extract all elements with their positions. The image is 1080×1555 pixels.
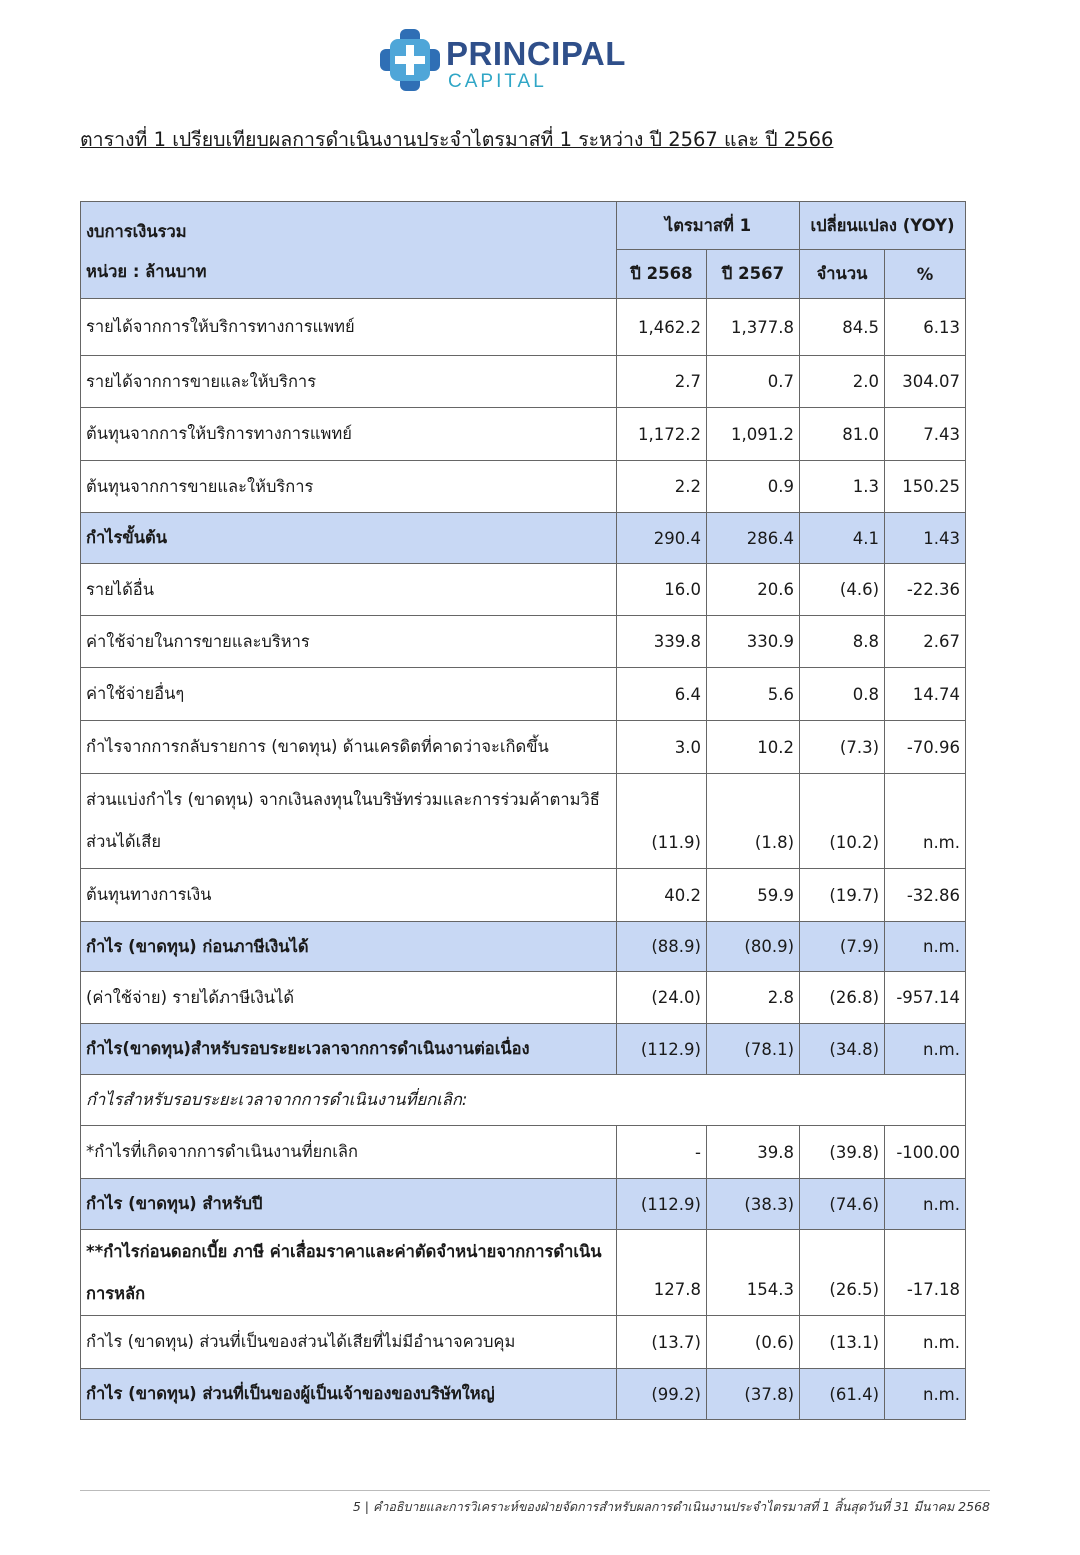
value-cell-c: 8.8: [800, 616, 885, 668]
value-cell-b: 5.6: [707, 668, 800, 721]
row-label: ต้นทุนจากการขายและให้บริการ: [81, 461, 617, 513]
value-cell-c: (4.6): [800, 564, 885, 616]
value-cell-a: (99.2): [617, 1369, 707, 1420]
value-cell-b: (38.3): [707, 1179, 800, 1230]
row-label: กำไร (ขาดทุน) ส่วนที่เป็นของผู้เป็นเจ้าของของบริษัทใหญ่: [81, 1369, 617, 1420]
value-cell-a: 6.4: [617, 668, 707, 721]
value-cell-a: 40.2: [617, 869, 707, 922]
value-cell-c: (7.3): [800, 721, 885, 774]
table-row: [81, 513, 966, 564]
value-cell-a: (112.9): [617, 1024, 707, 1075]
table-row: [81, 1179, 966, 1230]
row-label: (ค่าใช้จ่าย) รายได้ภาษีเงินได้: [81, 972, 617, 1024]
value-cell-c: (34.8): [800, 1024, 885, 1075]
value-cell-b: 20.6: [707, 564, 800, 616]
row-label: ค่าใช้จ่ายในการขายและบริหาร: [81, 616, 617, 668]
value-cell-c: 4.1: [800, 513, 885, 564]
table-row: [81, 1075, 966, 1126]
value-cell-a: 3.0: [617, 721, 707, 774]
value-cell-a: 290.4: [617, 513, 707, 564]
value-cell-d: n.m.: [885, 1024, 966, 1075]
table-row: [81, 461, 966, 513]
value-cell-c: (13.1): [800, 1316, 885, 1369]
logo-wordmark: PRINCIPAL: [446, 35, 626, 72]
value-cell-b: (37.8): [707, 1369, 800, 1420]
value-cell-b: (78.1): [707, 1024, 800, 1075]
value-cell-c: (26.8): [800, 972, 885, 1024]
cross-logo-icon: [378, 27, 442, 93]
company-logo: [378, 27, 628, 97]
statement-label: งบการเงินรวม: [86, 222, 187, 241]
row-label: กำไร(ขาดทุน)สำหรับรอบระยะเวลาจากการดำเนินงานต่อเนื่อง: [81, 1024, 617, 1075]
table-row: [81, 972, 966, 1024]
value-cell-a: 16.0: [617, 564, 707, 616]
change-header: เปลี่ยนแปลง (YOY): [800, 202, 966, 250]
quarter-header: ไตรมาสที่ 1: [617, 202, 800, 250]
value-cell-c: (7.9): [800, 922, 885, 972]
table-row: [81, 408, 966, 461]
value-cell-b: (0.6): [707, 1316, 800, 1369]
value-cell-d: -22.36: [885, 564, 966, 616]
value-cell-d: 6.13: [885, 299, 966, 356]
value-cell-d: 304.07: [885, 356, 966, 408]
value-cell-d: 14.74: [885, 668, 966, 721]
table-row: [81, 299, 966, 356]
value-cell-c: 81.0: [800, 408, 885, 461]
value-cell-b: 0.7: [707, 356, 800, 408]
value-cell-d: 150.25: [885, 461, 966, 513]
value-cell-c: (39.8): [800, 1126, 885, 1179]
value-cell-d: -17.18: [885, 1230, 966, 1316]
value-cell-a: (11.9): [617, 774, 707, 869]
statement-header: [81, 202, 617, 299]
value-cell-b: 0.9: [707, 461, 800, 513]
value-cell-c: (61.4): [800, 1369, 885, 1420]
value-cell-d: -70.96: [885, 721, 966, 774]
value-cell-d: 2.67: [885, 616, 966, 668]
row-label: รายได้อื่น: [81, 564, 617, 616]
value-cell-b: 330.9: [707, 616, 800, 668]
value-cell-a: -: [617, 1126, 707, 1179]
row-label: กำไร (ขาดทุน) ส่วนที่เป็นของส่วนได้เสียที่ไม่มีอำนาจควบคุม: [81, 1316, 617, 1369]
value-cell-b: 2.8: [707, 972, 800, 1024]
value-cell-d: n.m.: [885, 1369, 966, 1420]
unit-label: หน่วย : ล้านบาท: [86, 262, 207, 281]
row-label: กำไร (ขาดทุน) ก่อนภาษีเงินได้: [81, 922, 617, 972]
value-cell-c: 0.8: [800, 668, 885, 721]
table-row: [81, 1316, 966, 1369]
table-row: [81, 1369, 966, 1420]
financial-table: [80, 201, 966, 1420]
row-label: ต้นทุนทางการเงิน: [81, 869, 617, 922]
value-cell-b: (80.9): [707, 922, 800, 972]
value-cell-b: 10.2: [707, 721, 800, 774]
row-label: ส่วนแบ่งกำไร (ขาดทุน) จากเงินลงทุนในบริษัทร่วมและการร่วมค้าตามวิธีส่วนได้เสีย: [81, 774, 617, 869]
table-row: [81, 869, 966, 922]
page-footer: 5 | คำอธิบายและการวิเคราะห์ของฝ่ายจัดการสำหรับผลการดำเนินงานประจำไตรมาสที่ 1 สิ้นสุดวันที่ 31 มีนาคม 2568: [352, 1499, 990, 1514]
value-cell-b: (1.8): [707, 774, 800, 869]
value-cell-d: n.m.: [885, 1316, 966, 1369]
value-cell-d: 7.43: [885, 408, 966, 461]
value-cell-c: (74.6): [800, 1179, 885, 1230]
value-cell-c: (10.2): [800, 774, 885, 869]
value-cell-c: (19.7): [800, 869, 885, 922]
value-cell-d: -100.00: [885, 1126, 966, 1179]
table-row: [81, 774, 966, 869]
table-row: [81, 616, 966, 668]
value-cell-a: (88.9): [617, 922, 707, 972]
value-cell-d: n.m.: [885, 774, 966, 869]
row-label: รายได้จากการขายและให้บริการ: [81, 356, 617, 408]
row-label: **กำไรก่อนดอกเบี้ย ภาษี ค่าเสื่อมราคาและค่าตัดจำหน่ายจากการดำเนินการหลัก: [81, 1230, 617, 1316]
row-label: ต้นทุนจากการให้บริการทางการแพทย์: [81, 408, 617, 461]
value-cell-a: (112.9): [617, 1179, 707, 1230]
table-row: [81, 564, 966, 616]
table-row: [81, 922, 966, 972]
row-label: กำไรขั้นต้น: [81, 513, 617, 564]
value-cell-d: 1.43: [885, 513, 966, 564]
value-cell-c: 84.5: [800, 299, 885, 356]
value-cell-a: (13.7): [617, 1316, 707, 1369]
footer-divider: [80, 1490, 990, 1491]
table-title: ตารางที่ 1 เปรียบเทียบผลการดำเนินงานประจำไตรมาสที่ 1 ระหว่าง ปี 2567 และ ปี 2566: [80, 128, 834, 151]
value-cell-a: (24.0): [617, 972, 707, 1024]
value-cell-d: -32.86: [885, 869, 966, 922]
value-cell-d: n.m.: [885, 1179, 966, 1230]
row-label: กำไรจากการกลับรายการ (ขาดทุน) ด้านเครดิตที่คาดว่าจะเกิดขึ้น: [81, 721, 617, 774]
table-row: [81, 1230, 966, 1316]
value-cell-c: 1.3: [800, 461, 885, 513]
value-cell-b: 286.4: [707, 513, 800, 564]
value-cell-d: n.m.: [885, 922, 966, 972]
row-label: กำไรสำหรับรอบระยะเวลาจากการดำเนินงานที่ยกเลิก:: [81, 1075, 966, 1126]
value-cell-a: 1,172.2: [617, 408, 707, 461]
value-cell-b: 1,091.2: [707, 408, 800, 461]
table-row: [81, 356, 966, 408]
year-2567-header: ปี 2567: [707, 250, 800, 299]
table-row: [81, 1024, 966, 1075]
value-cell-a: 2.2: [617, 461, 707, 513]
year-2568-header: ปี 2568: [617, 250, 707, 299]
header-row-1: [81, 202, 966, 250]
value-cell-a: 127.8: [617, 1230, 707, 1316]
value-cell-b: 154.3: [707, 1230, 800, 1316]
value-cell-c: (26.5): [800, 1230, 885, 1316]
row-label: รายได้จากการให้บริการทางการแพทย์: [81, 299, 617, 356]
row-label: ค่าใช้จ่ายอื่นๆ: [81, 668, 617, 721]
amount-header: จำนวน: [800, 250, 885, 299]
logo-subtitle: CAPITAL: [448, 71, 547, 92]
value-cell-a: 339.8: [617, 616, 707, 668]
value-cell-b: 59.9: [707, 869, 800, 922]
row-label: กำไร (ขาดทุน) สำหรับปี: [81, 1179, 617, 1230]
row-label: *กำไรที่เกิดจากการดำเนินงานที่ยกเลิก: [81, 1126, 617, 1179]
value-cell-b: 39.8: [707, 1126, 800, 1179]
table-row: [81, 668, 966, 721]
value-cell-c: 2.0: [800, 356, 885, 408]
table-row: [81, 721, 966, 774]
value-cell-a: 2.7: [617, 356, 707, 408]
value-cell-b: 1,377.8: [707, 299, 800, 356]
value-cell-a: 1,462.2: [617, 299, 707, 356]
table-row: [81, 1126, 966, 1179]
value-cell-d: -957.14: [885, 972, 966, 1024]
percent-header: %: [885, 250, 966, 299]
